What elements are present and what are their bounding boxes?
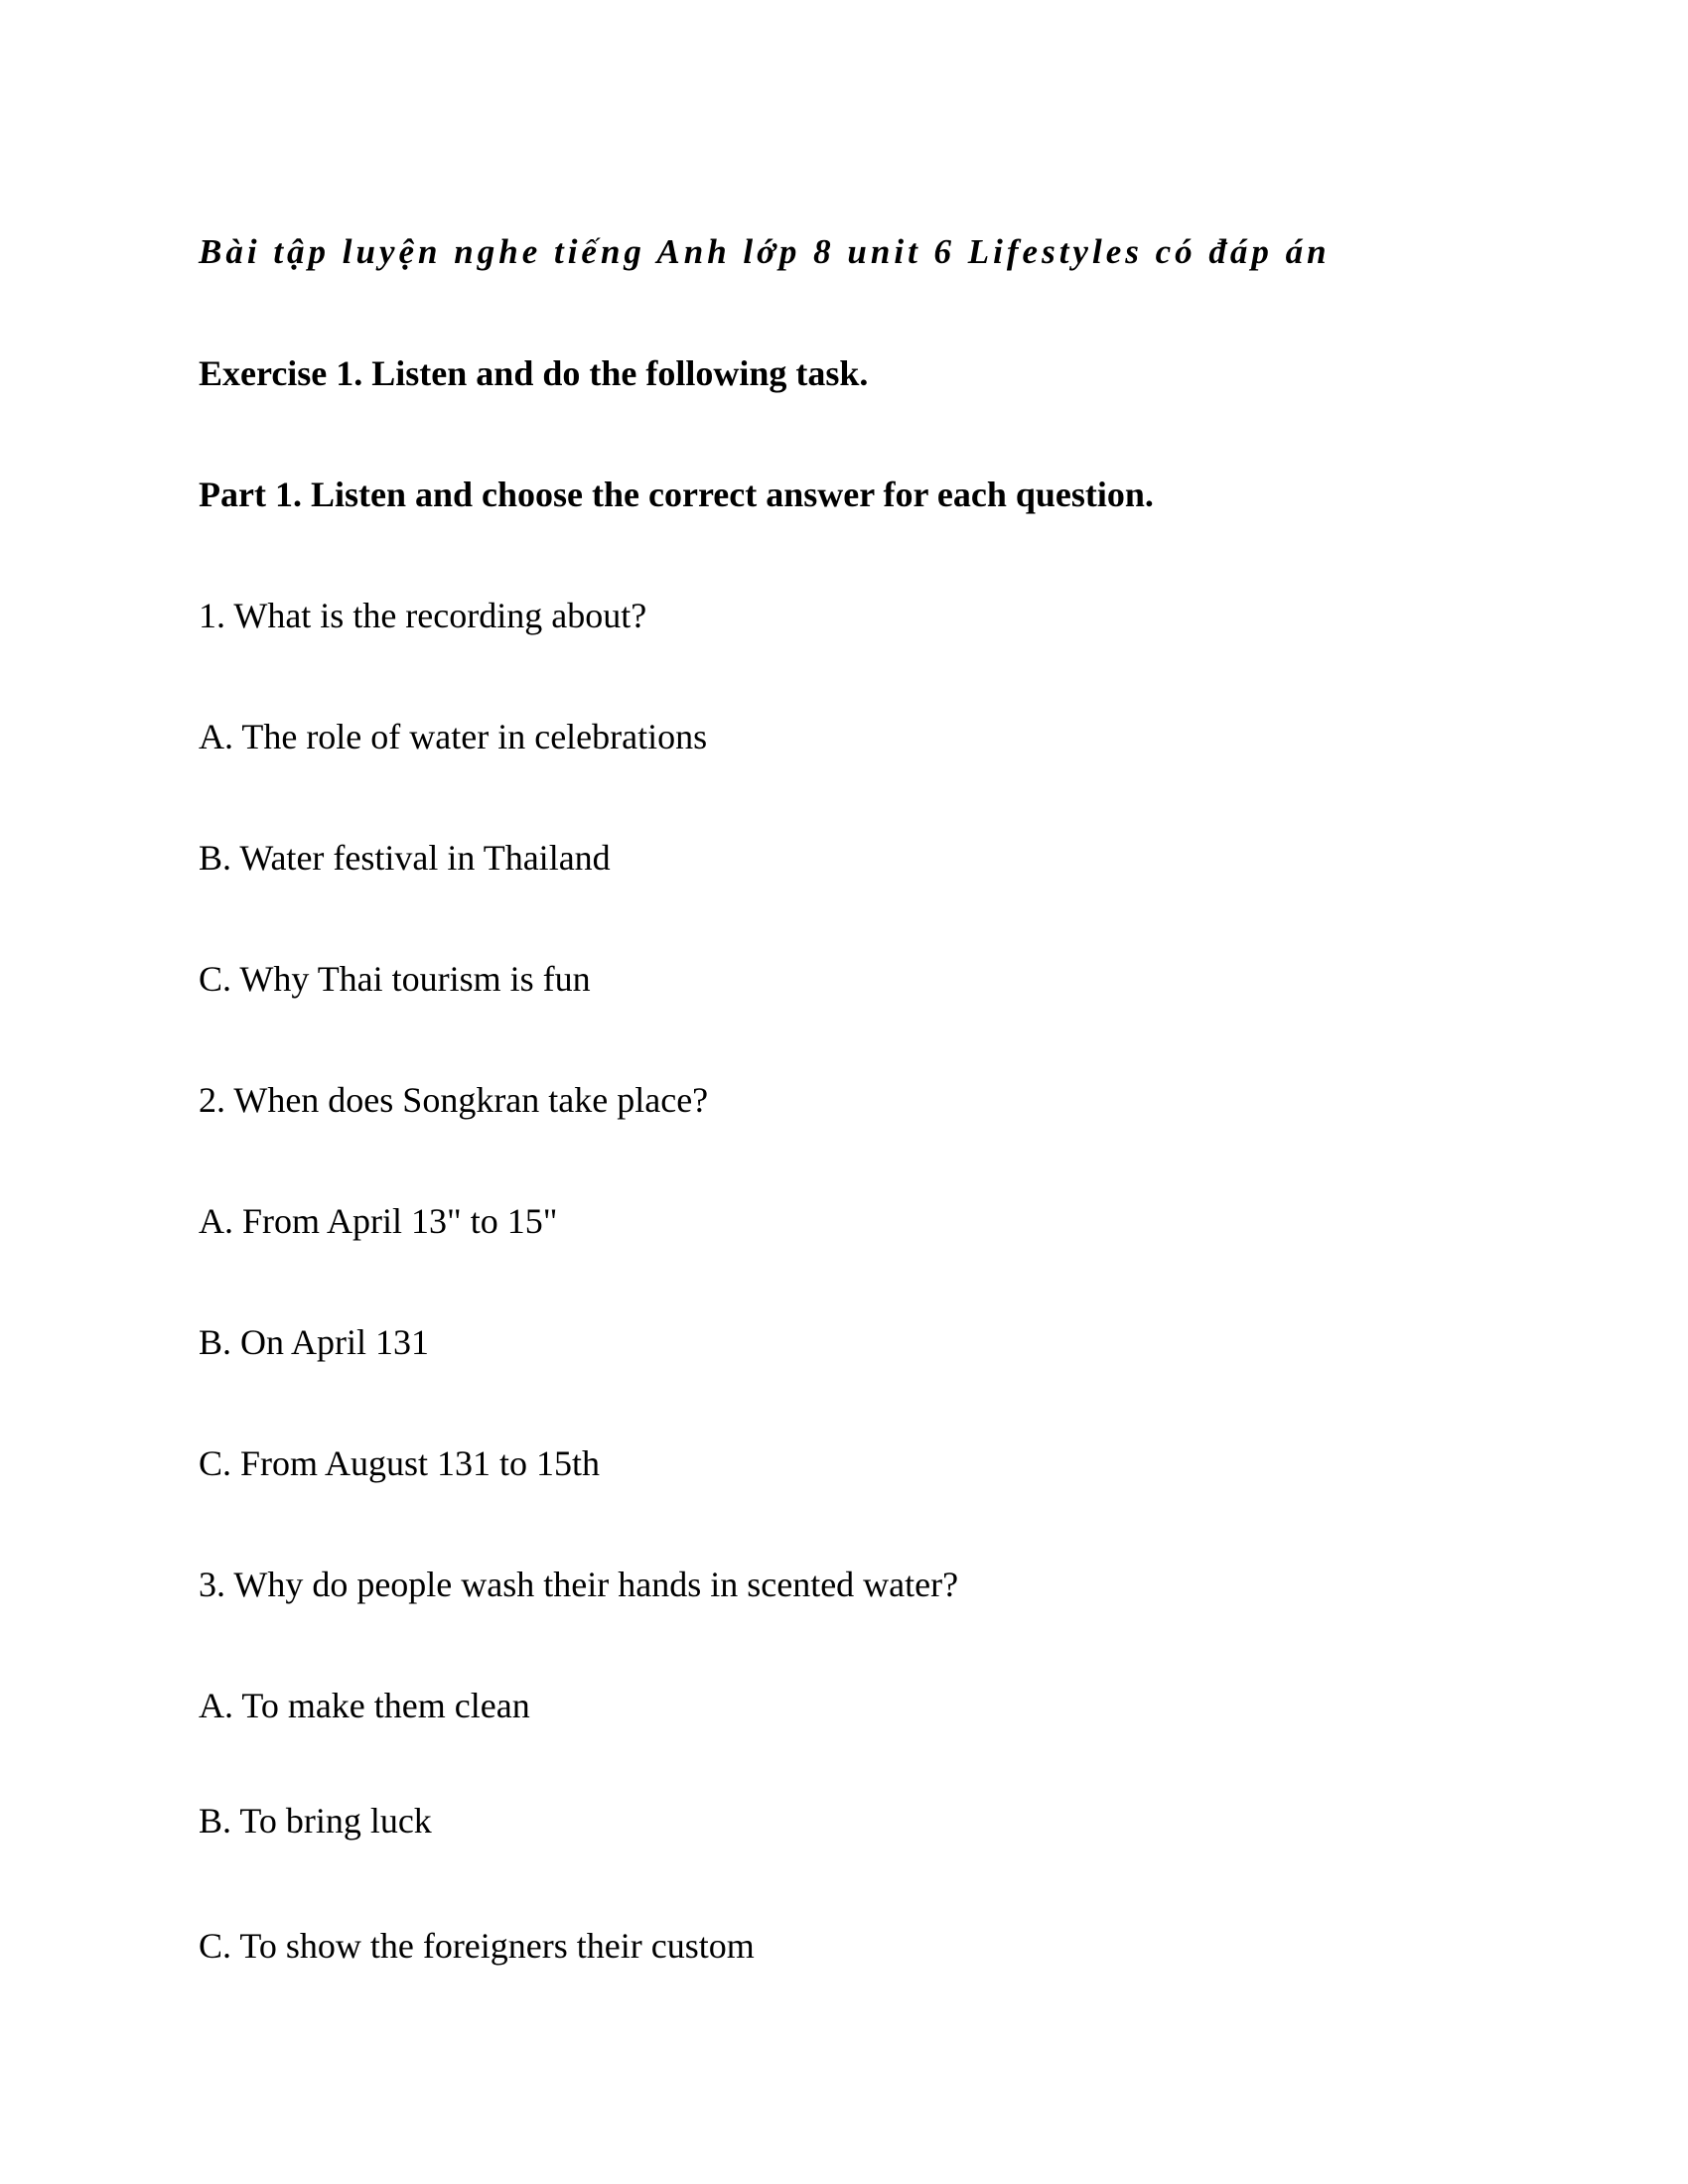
- question-2-option-c: C. From August 131 to 15th: [199, 1443, 601, 1483]
- question-3-option-b: B. To bring luck: [199, 1801, 432, 1841]
- question-2: 2. When does Songkran take place?: [199, 1080, 709, 1120]
- question-1-option-a: A. The role of water in celebrations: [199, 717, 708, 756]
- question-1-option-c: C. Why Thai tourism is fun: [199, 959, 591, 999]
- part-heading: Part 1. Listen and choose the correct answer for each question.: [199, 475, 1154, 514]
- question-1-option-b: B. Water festival in Thailand: [199, 838, 611, 878]
- document-title: Bài tập luyện nghe tiếng Anh lớp 8 unit 6 Lifestyles có đáp án: [199, 232, 1331, 271]
- question-3-option-a: A. To make them clean: [199, 1686, 530, 1725]
- exercise-heading: Exercise 1. Listen and do the following task.: [199, 353, 869, 393]
- question-2-option-a: A. From April 13" to 15": [199, 1201, 558, 1241]
- question-1: 1. What is the recording about?: [199, 596, 647, 635]
- question-3: 3. Why do people wash their hands in scented water?: [199, 1565, 959, 1604]
- question-2-option-b: B. On April 131: [199, 1322, 430, 1362]
- question-3-option-c: C. To show the foreigners their custom: [199, 1926, 755, 1966]
